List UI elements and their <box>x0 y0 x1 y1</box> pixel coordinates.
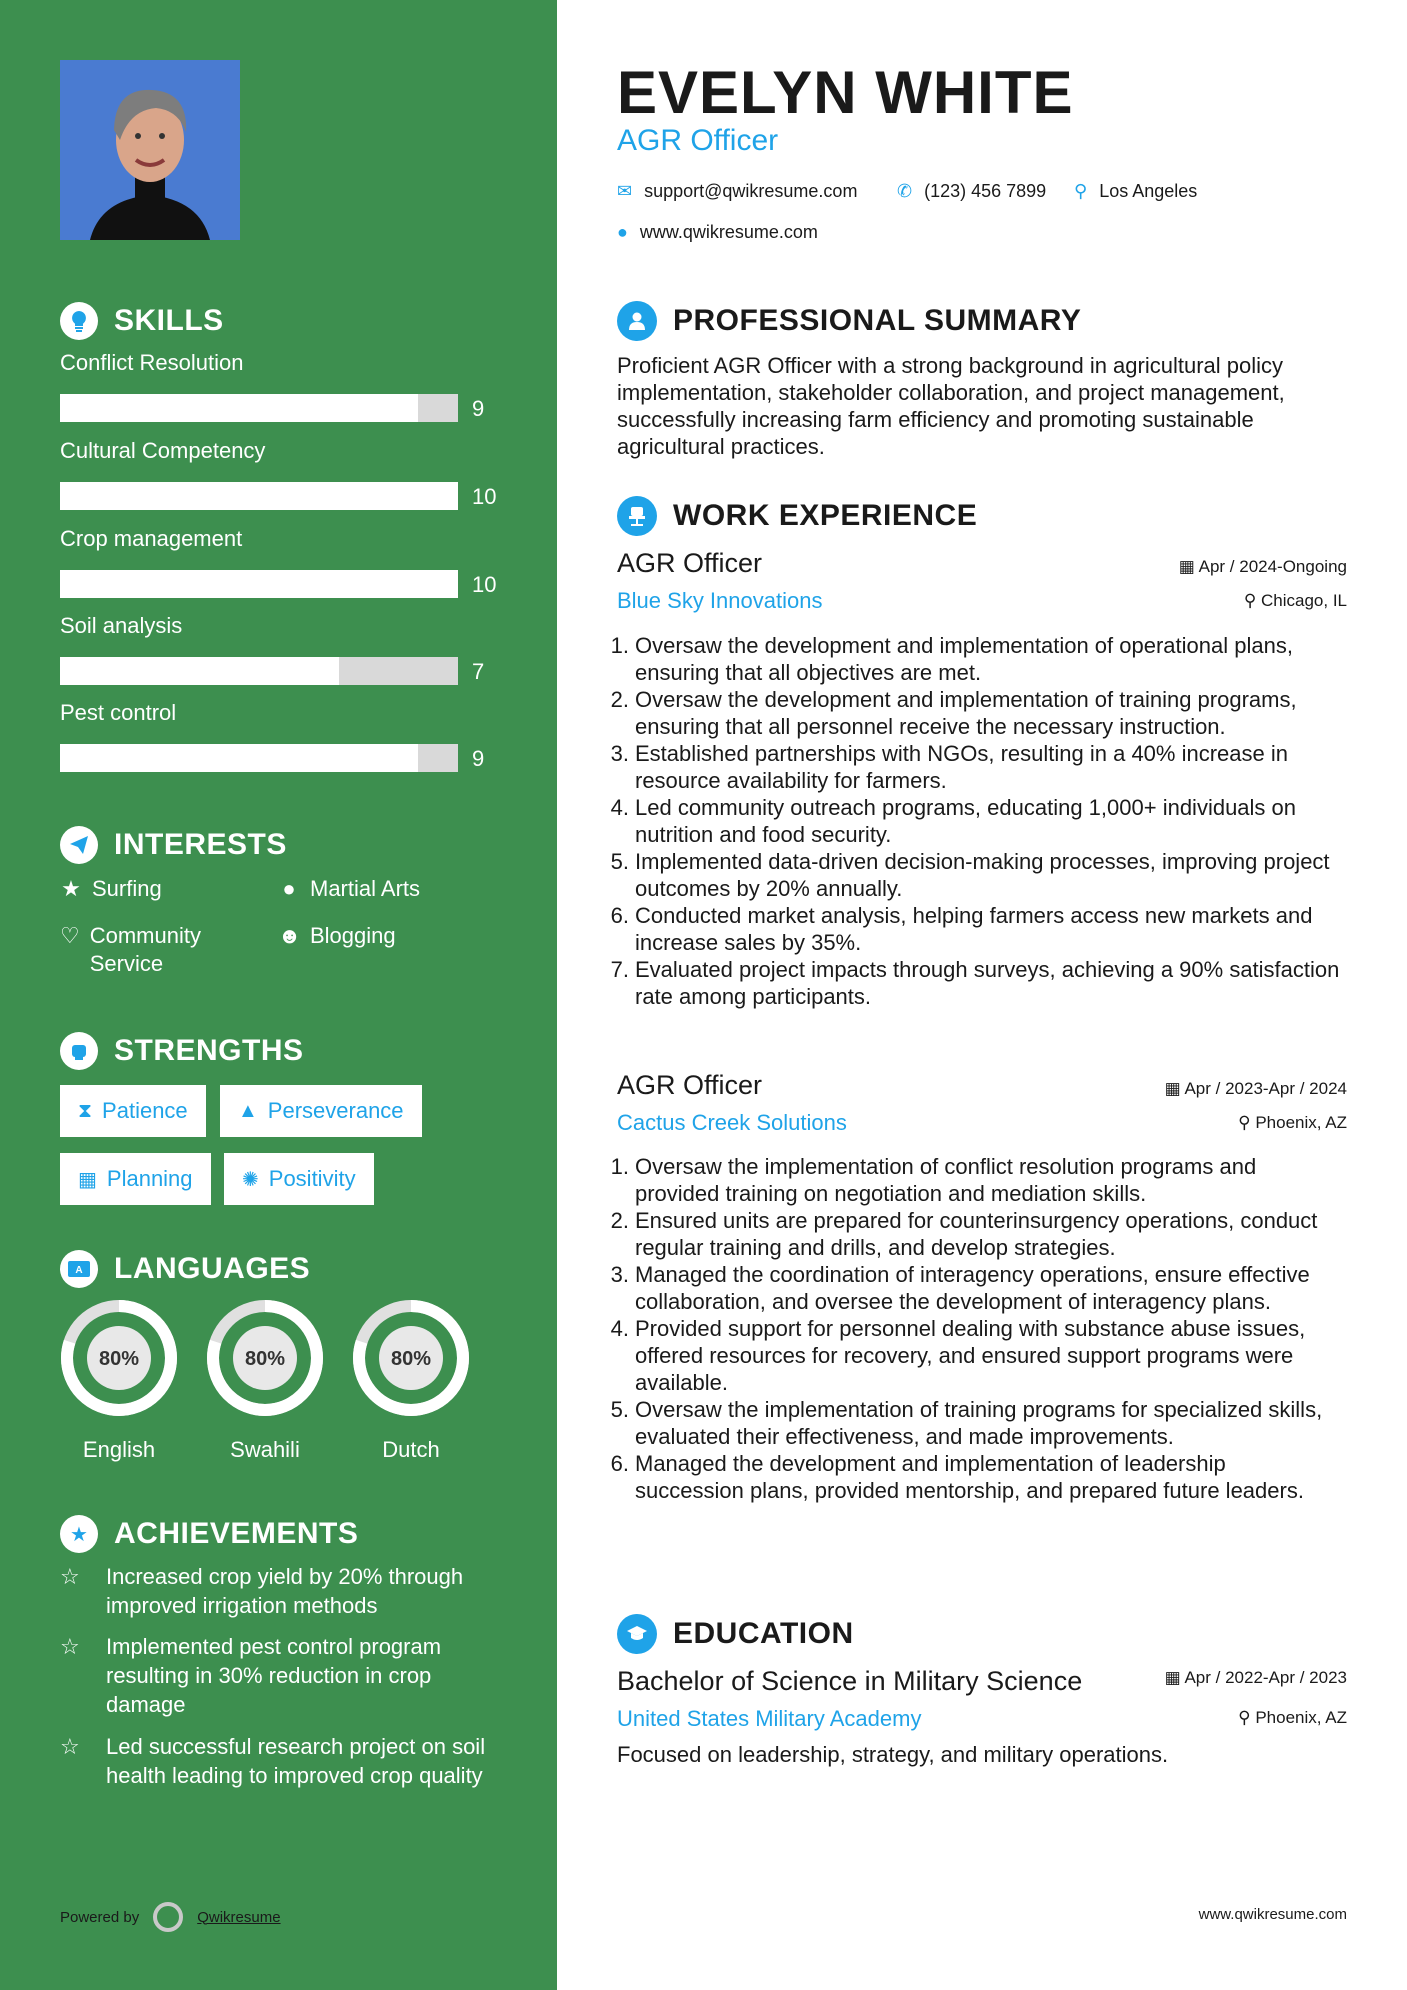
candidate-role: AGR Officer <box>617 124 779 157</box>
shooting-star-icon: ☆ <box>60 1634 80 1659</box>
user-icon <box>617 301 657 341</box>
job-location <box>1238 1113 1347 1133</box>
skill-bar-fill <box>60 482 458 510</box>
skill-bar-fill <box>60 394 418 422</box>
job-date-text: Apr / 2023-Apr / 2024 <box>1184 1079 1347 1098</box>
interest-label: Martial Arts <box>310 876 421 901</box>
language-item <box>351 1298 471 1463</box>
skill-name: Crop management <box>60 526 243 551</box>
strength-label: Planning <box>106 1166 193 1191</box>
job-bullet-text: Established partnerships with NGOs, resulting in a 40% increase in resource availability for farmers. <box>635 741 1288 793</box>
hourglass-icon: ⧗ <box>78 1099 93 1122</box>
strength-label: Perseverance <box>267 1098 404 1123</box>
experience-header <box>617 496 977 536</box>
strength-tag <box>224 1153 374 1205</box>
footer-url[interactable]: www.qwikresume.com <box>1198 1906 1347 1923</box>
skill-name: Conflict Resolution <box>60 350 244 375</box>
job-bullet: 1. Oversaw the development and implementation of operational plans, ensuring that all objectives are met. <box>605 632 1340 686</box>
education-location <box>1238 1708 1347 1728</box>
job-bullet: 6. Conducted market analysis, helping farmers access new markets and increase sales by 35%. <box>605 902 1340 956</box>
skill-bar <box>60 570 458 598</box>
language-item <box>59 1298 179 1463</box>
job-bullet: 4. Led community outreach programs, educating 1,000+ individuals on nutrition and food security. <box>605 794 1340 848</box>
interest-label: Community Service <box>89 923 201 976</box>
profile-photo <box>60 60 240 240</box>
job-bullets <box>605 1153 1340 1504</box>
job-bullet: 6. Managed the development and implementation of leadership succession plans, provided mentorship, and prepared future leaders. <box>605 1450 1340 1504</box>
language-name: English <box>82 1437 156 1462</box>
strength-tag <box>220 1085 422 1137</box>
strengths-title: STRENGTHS <box>114 1034 304 1067</box>
pin-icon: ⚲ <box>1238 1708 1256 1727</box>
skill-bar-fill <box>60 744 418 772</box>
job-location <box>1244 591 1347 611</box>
star-icon: ★ <box>61 876 81 901</box>
job-location-text: Phoenix, AZ <box>1255 1113 1347 1132</box>
interest-item <box>278 875 420 903</box>
education-location-text: Phoenix, AZ <box>1255 1708 1347 1727</box>
job-bullets <box>605 632 1340 1010</box>
interest-item <box>60 922 250 978</box>
calendar-icon: ▦ <box>78 1168 97 1191</box>
strength-tag <box>60 1153 211 1205</box>
phone-icon: ✆ <box>897 181 913 201</box>
achievements-title: ACHIEVEMENTS <box>114 1517 359 1550</box>
job-location-text: Chicago, IL <box>1261 591 1347 610</box>
heart-hand-icon: ♡ <box>60 923 80 948</box>
skill-item <box>60 350 520 421</box>
location-text: Los Angeles <box>1099 181 1198 201</box>
main-content <box>610 0 1347 1990</box>
fist-icon <box>60 1032 98 1070</box>
achievement-item <box>60 1732 500 1790</box>
job-company: Blue Sky Innovations <box>617 588 823 613</box>
skill-item <box>60 613 520 684</box>
interest-label: Surfing <box>92 876 162 901</box>
job-date <box>1165 1079 1347 1099</box>
road-icon: ▲ <box>238 1099 258 1122</box>
star-badge-icon: ★ <box>60 1515 98 1553</box>
skills-title: SKILLS <box>114 304 224 337</box>
email-text[interactable]: support@qwikresume.com <box>644 181 858 201</box>
pin-icon: ⚲ <box>1238 1113 1256 1132</box>
job-bullet: 1. Oversaw the implementation of conflict resolution programs and provided training on negotiation and mediation skills. <box>605 1153 1340 1207</box>
strength-label: Positivity <box>268 1166 356 1191</box>
experience-title: WORK EXPERIENCE <box>673 499 978 532</box>
skill-bar <box>60 744 458 772</box>
skill-bar <box>60 482 458 510</box>
achievement-text: Led successful research project on soil health leading to improved crop quality <box>106 1734 486 1788</box>
education-description: Focused on leadership, strategy, and military operations. <box>617 1742 1169 1767</box>
job-date-text: Apr / 2024-Ongoing <box>1198 557 1347 576</box>
summary-text: Proficient AGR Officer with a strong background in agricultural policy implementation, stakeholder collaboration, and project management, successfully increasing farm efficiency and promoting sustainable agricultural practices. <box>617 353 1285 459</box>
achievement-item <box>60 1632 500 1719</box>
users-icon: ☻ <box>278 923 302 948</box>
languages-header <box>60 1250 310 1288</box>
svg-text:A: A <box>75 1265 83 1276</box>
skill-bar-fill <box>60 657 339 685</box>
job-bullet: 7. Evaluated project impacts through surveys, achieving a 90% satisfaction rate among participants. <box>610 957 1340 1009</box>
job-bullet-text: Implemented data-driven decision-making processes, improving project outcomes by 20% annually. <box>635 849 1330 901</box>
language-item <box>205 1298 325 1463</box>
website-text[interactable]: www.qwikresume.com <box>639 222 818 242</box>
lightbulb-icon <box>60 302 98 340</box>
job-bullet: 4. Provided support for personnel dealing with substance abuse issues, offered resources for recovery, and ensured support programs were available. <box>605 1315 1340 1396</box>
language-percent: 80% <box>98 1348 140 1370</box>
summary-header <box>617 301 1081 341</box>
skill-bar <box>60 394 458 422</box>
job-company: Cactus Creek Solutions <box>617 1110 847 1135</box>
job-bullet-text: Evaluated project impacts through surveys, achieving a 90% satisfaction rate among participants. <box>635 957 1340 1009</box>
achievement-text: Implemented pest control program resulting in 30% reduction in crop damage <box>106 1634 442 1717</box>
degree-title: Bachelor of Science in Military Science <box>617 1666 1083 1696</box>
language-percent: 80% <box>244 1348 286 1370</box>
language-percent: 80% <box>390 1348 432 1370</box>
globe-icon: ● <box>617 222 628 242</box>
skill-score: 9 <box>472 396 485 421</box>
skill-name: Cultural Competency <box>60 438 266 463</box>
powered-by <box>60 1902 281 1932</box>
job-bullet-text: Oversaw the development and implementation of training programs, ensuring that all personnel receive the necessary instruction. <box>635 687 1297 739</box>
interests-title: INTERESTS <box>114 828 287 861</box>
skill-name: Soil analysis <box>60 613 183 638</box>
skill-bar <box>60 657 458 685</box>
achievement-text: Increased crop yield by 20% through improved irrigation methods <box>106 1564 464 1618</box>
calendar-icon: ▦ <box>1164 1079 1185 1098</box>
education-date <box>1165 1668 1347 1688</box>
skill-item <box>60 700 520 771</box>
skill-bar-fill <box>60 570 458 598</box>
sidebar <box>0 0 557 1990</box>
job-bullet-text: Managed the coordination of interagency operations, ensure effective collaboration, and oversee the development of interagency plans. <box>635 1262 1310 1314</box>
portrait-illustration <box>60 60 240 240</box>
skills-header <box>60 302 224 340</box>
skill-name: Pest control <box>60 700 177 725</box>
shooting-star-icon: ☆ <box>60 1734 80 1759</box>
job-bullet: 3. Established partnerships with NGOs, resulting in a 40% increase in resource availability for farmers. <box>605 740 1340 794</box>
job-bullet-text: Ensured units are prepared for counterinsurgency operations, conduct regular training and drills, and develop strategies. <box>635 1208 1318 1260</box>
language-ring <box>59 1298 179 1418</box>
language-name: Dutch <box>382 1437 440 1462</box>
strength-tag <box>60 1085 206 1137</box>
pin-icon: ⚲ <box>1243 591 1261 610</box>
globe-icon: ● <box>282 876 296 901</box>
job-bullet: 5. Oversaw the implementation of training programs for specialized skills, evaluated their effectiveness, and made improvements. <box>605 1396 1340 1450</box>
graduation-icon <box>617 1614 657 1654</box>
language-ring <box>351 1298 471 1418</box>
job-bullet-text: Oversaw the implementation of training programs for specialized skills, evaluated their effectiveness, and made improvements. <box>635 1397 1323 1449</box>
interests-header <box>60 826 287 864</box>
calendar-icon: ▦ <box>1164 1668 1185 1687</box>
phone-text: (123) 456 7899 <box>924 181 1047 201</box>
language-ring <box>205 1298 325 1418</box>
job-bullet: 2. Ensured units are prepared for counterinsurgency operations, conduct regular training and drills, and develop strategies. <box>605 1207 1340 1261</box>
interest-label: Blogging <box>310 923 396 948</box>
interest-item <box>60 875 162 903</box>
achievement-item <box>60 1562 500 1620</box>
job-bullet-text: Conducted market analysis, helping farmers access new markets and increase sales by 35%. <box>635 903 1313 955</box>
skill-score: 10 <box>472 572 497 597</box>
achievements-header <box>60 1515 358 1553</box>
languages-title: LANGUAGES <box>114 1252 311 1285</box>
strength-label: Patience <box>102 1098 188 1123</box>
candidate-name: EVELYN WHITE <box>617 59 1074 126</box>
education-date-text: Apr / 2022-Apr / 2023 <box>1184 1668 1347 1687</box>
contact-email <box>617 181 857 202</box>
skill-item <box>60 526 520 597</box>
powered-by-label: Powered by <box>60 1908 140 1926</box>
interest-item <box>278 922 396 950</box>
chair-icon <box>617 496 657 536</box>
skill-item <box>60 438 520 509</box>
job-date <box>1179 557 1347 577</box>
contact-phone <box>897 181 1046 202</box>
job-bullet-text: Oversaw the development and implementation of operational plans, ensuring that all objectives are met. <box>635 633 1293 685</box>
skill-score: 10 <box>472 484 497 509</box>
language-name: Swahili <box>230 1437 300 1462</box>
sun-icon: ✺ <box>242 1168 259 1191</box>
shooting-star-icon: ☆ <box>60 1564 80 1589</box>
contact-location <box>1074 181 1197 202</box>
job-bullet: 2. Oversaw the development and implementation of training programs, ensuring that all personnel receive the necessary instruction. <box>605 686 1340 740</box>
education-header <box>617 1614 854 1654</box>
skill-score: 9 <box>472 746 485 771</box>
education-title: EDUCATION <box>673 1617 854 1650</box>
translate-icon <box>60 1250 98 1288</box>
contact-website <box>617 222 818 243</box>
qwikresume-logo-icon <box>153 1902 183 1932</box>
job-bullet-text: Managed the development and implementation of leadership succession plans, provided mentorship, and prepared future leaders. <box>635 1451 1304 1503</box>
job-bullet-text: Provided support for personnel dealing with substance abuse issues, offered resources for recovery, and ensured support programs were available. <box>635 1316 1306 1395</box>
strengths-header <box>60 1032 304 1070</box>
skill-score: 7 <box>472 659 485 684</box>
job-title: AGR Officer <box>617 548 763 578</box>
paper-plane-icon <box>60 826 98 864</box>
job-title: AGR Officer <box>617 1070 763 1100</box>
map-pin-icon: ⚲ <box>1074 181 1088 201</box>
job-bullet-text: Oversaw the implementation of conflict resolution programs and provided training on negotiation and mediation skills. <box>635 1154 1257 1206</box>
summary-title: PROFESSIONAL SUMMARY <box>673 304 1082 337</box>
school-name: United States Military Academy <box>617 1706 922 1731</box>
calendar-icon: ▦ <box>1178 557 1199 576</box>
envelope-icon: ✉ <box>617 181 633 201</box>
job-bullet: 5. Implemented data-driven decision-making processes, improving project outcomes by 20% annually. <box>605 848 1340 902</box>
job-bullet-text: Led community outreach programs, educating 1,000+ individuals on nutrition and food security. <box>635 795 1297 847</box>
qwikresume-link[interactable]: Qwikresume <box>197 1908 281 1926</box>
job-bullet: 3. Managed the coordination of interagency operations, ensure effective collaboration, and oversee the development of interagency plans. <box>605 1261 1340 1315</box>
